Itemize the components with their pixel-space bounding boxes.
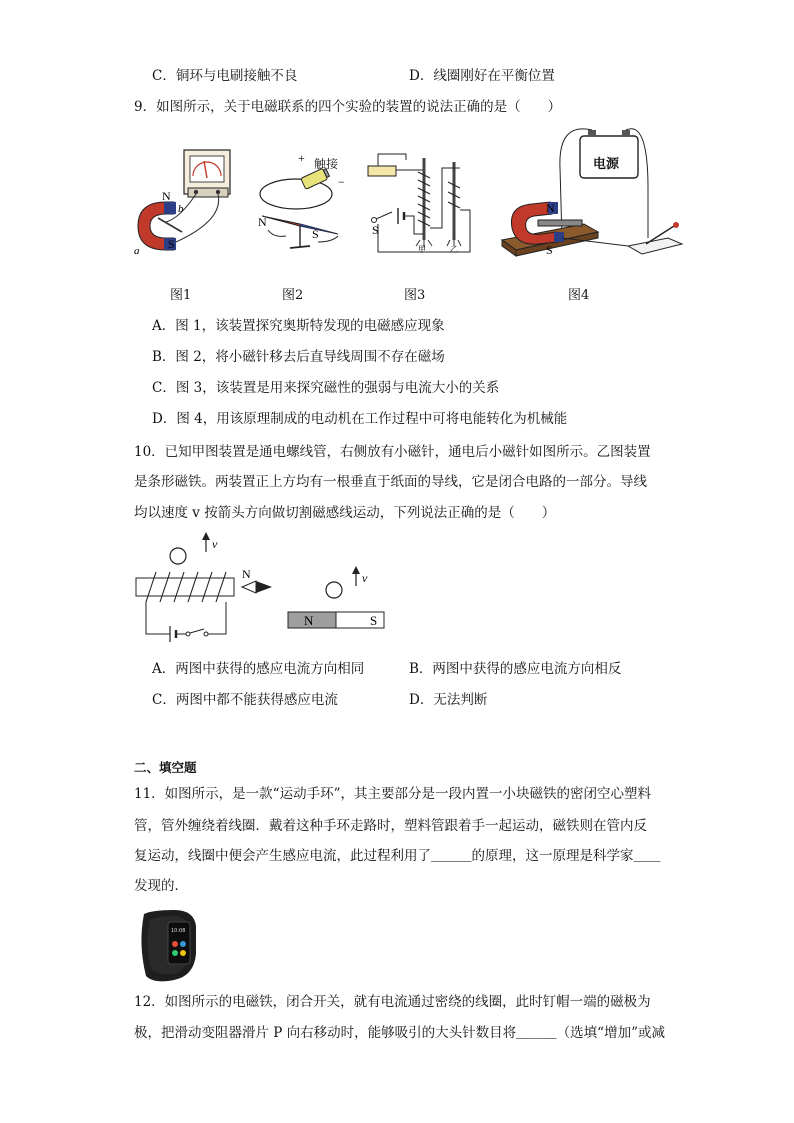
q10-option-a: A．两图中获得的感应电流方向相同 <box>152 661 365 677</box>
q11-line-2: 管，管外缠绕着线圈．戴着这种手环走路时，塑料管跟着手一起运动，磁铁则在管内反 <box>134 818 647 834</box>
q10-option-c: C．两图中都不能获得感应电流 <box>152 692 338 708</box>
q9-figure-4 <box>498 128 690 262</box>
fig3-label-s: S <box>372 223 379 237</box>
fitness-band-image <box>134 904 204 984</box>
q8-option-c: C．铜环与电刷接触不良 <box>152 68 298 84</box>
fig1-label-b: b <box>178 203 184 215</box>
q9-figure-3 <box>358 148 474 260</box>
q9-figure-4-caption: 图4 <box>568 288 590 303</box>
fig1-label-s: S <box>168 237 175 251</box>
fig3-label-yi: 乙 <box>450 245 458 254</box>
q9-stem: 9．如图所示，关于电磁联系的四个实验的装置的说法正确的是（ ） <box>134 99 562 115</box>
q12-line-2: 极，把滑动变阻器滑片 P 向右移动时，能够吸引的大头针数目将＿＿＿（选填“增加”或减 <box>134 1025 665 1041</box>
q10-needle-n: N <box>242 567 251 581</box>
q9-option-b: B．图 2，将小磁针移去后直导线周围不存在磁场 <box>152 349 445 365</box>
fig2-label-plus: + <box>298 151 305 165</box>
q10-figure <box>130 532 390 642</box>
q10-stem-line-1: 10．已知甲图装置是通电螺线管，右侧放有小磁针，通电后小磁针如图所示。乙图装置 <box>134 444 651 460</box>
q10-stem-line-3: 均以速度 v 按箭头方向做切割磁感线运动，下列说法正确的是（ ） <box>134 505 556 521</box>
q11-line-4: 发现的． <box>134 878 188 894</box>
fig2-label-touch: 触接 <box>314 157 339 171</box>
q8-option-d: D．线圈刚好在平衡位置 <box>409 68 555 84</box>
q9-figure-3-caption: 图3 <box>404 288 426 303</box>
fig1-label-n: N <box>162 189 171 203</box>
q9-option-c: C．图 3，该装置是用来探究磁性的强弱与电流大小的关系 <box>152 380 500 396</box>
q9-figure-2 <box>256 150 356 260</box>
fig2-label-n: N <box>258 215 267 229</box>
section-title: 二、填空题 <box>134 760 197 775</box>
q11-line-1: 11．如图所示，是一款“运动手环”，其主要部分是一段内置一小块磁铁的密闭空心塑料 <box>134 786 651 802</box>
q10-magnet-n: N <box>304 613 314 628</box>
fig3-label-jia: 甲 <box>418 245 426 254</box>
q10-magnet-s: S <box>370 613 378 628</box>
q11-line-3: 复运动，线圈中便会产生感应电流，此过程利用了＿＿＿的原理，这一原理是科学家＿＿ <box>134 848 661 864</box>
fig4-label-s: S <box>546 243 553 257</box>
q9-option-d: D．图 4，用该原理制成的电动机在工作过程中可将电能转化为机械能 <box>152 411 568 427</box>
svg-text:10:08: 10:08 <box>171 928 186 934</box>
q9-option-a: A．图 1，该装置探究奥斯特发现的电磁感应现象 <box>152 318 445 334</box>
fig4-label-power: 电源 <box>593 157 620 172</box>
q10-option-b: B．两图中获得的感应电流方向相反 <box>409 661 622 677</box>
fig1-label-a: a <box>134 245 140 257</box>
q10-option-d: D．无法判断 <box>409 692 488 708</box>
q12-line-1: 12．如图所示的电磁铁，闭合开关，就有电流通过密绕的线圈，此时钉帽一端的磁极为 <box>134 994 651 1010</box>
fig2-label-s: S <box>312 227 319 241</box>
q9-figure-1 <box>132 148 242 260</box>
q9-figure-1-caption: 图1 <box>170 288 192 303</box>
q10-velocity-1: v <box>212 537 218 551</box>
q10-stem-line-2: 是条形磁铁。两装置正上方均有一根垂直于纸面的导线，它是闭合电路的一部分。导线 <box>134 474 647 490</box>
q10-velocity-2: v <box>362 571 368 585</box>
q9-figure-2-caption: 图2 <box>282 288 304 303</box>
fig4-label-n: N <box>546 201 555 215</box>
fig2-label-minus: − <box>338 175 345 189</box>
